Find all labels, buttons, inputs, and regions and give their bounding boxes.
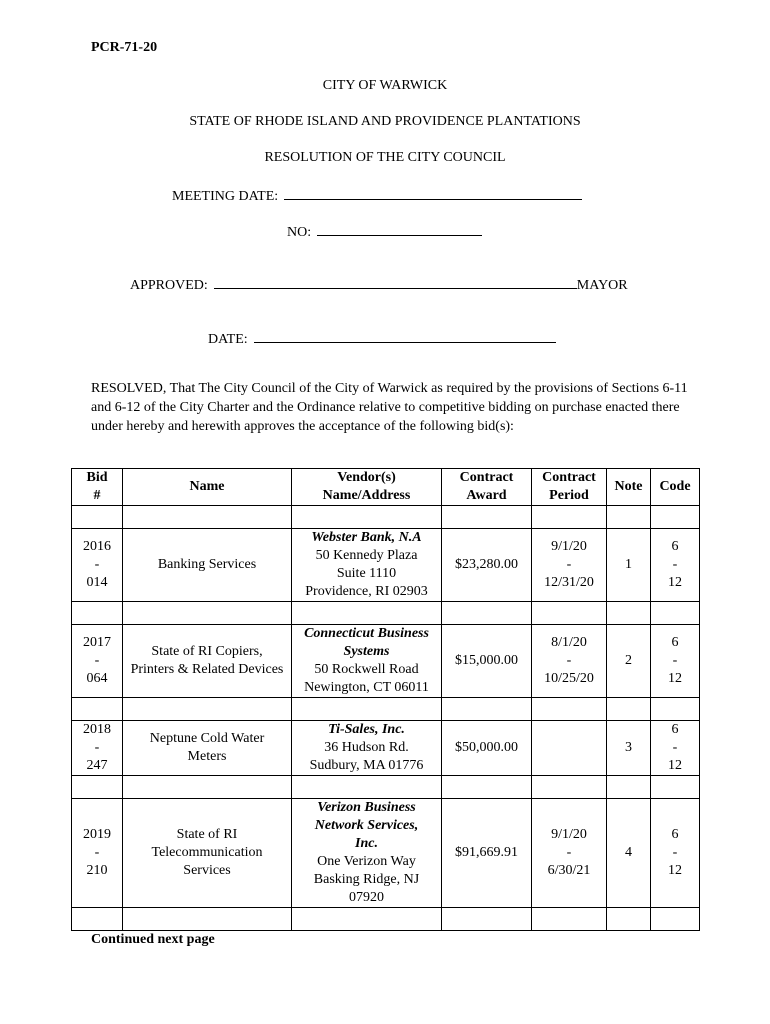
- header-award: Contract Award: [442, 469, 532, 506]
- table-spacer-row: [72, 698, 700, 721]
- empty-cell: [123, 506, 292, 529]
- item-name-cell: [123, 799, 292, 908]
- cell-line: 50 Rockwell Road: [314, 662, 419, 677]
- empty-cell: [292, 908, 442, 931]
- cell-line: Verizon Business: [317, 800, 416, 815]
- cell-line: State of RI Copiers,: [151, 644, 263, 659]
- code-cell: [651, 529, 700, 602]
- empty-cell: [123, 602, 292, 625]
- mayor-label: MAYOR: [576, 278, 628, 293]
- bid-number-cell: [72, 799, 123, 908]
- empty-cell: [123, 698, 292, 721]
- cell-line: Basking Ridge, NJ: [313, 872, 420, 887]
- empty-cell: [442, 506, 532, 529]
- table-spacer-row: [72, 908, 700, 931]
- cell-line: Sudbury, MA 01776: [309, 758, 424, 773]
- empty-cell: [292, 506, 442, 529]
- vendor-cell: [292, 529, 442, 602]
- cell-line: -: [672, 557, 678, 572]
- table-row: [72, 529, 700, 602]
- cell-line: 12/31/20: [544, 575, 594, 590]
- city-title: CITY OF WARWICK: [322, 78, 448, 93]
- cell-line: 12: [668, 863, 682, 878]
- cell-line: Newington, CT 06011: [304, 680, 429, 695]
- cell-line: 8/1/20: [551, 635, 587, 650]
- code-cell: [651, 799, 700, 908]
- cell-line: Banking Services: [157, 557, 257, 572]
- empty-cell: [442, 908, 532, 931]
- vendor-cell: [292, 625, 442, 698]
- cell-line: 2019: [83, 827, 111, 842]
- cell-line: Webster Bank, N.A: [311, 530, 422, 545]
- empty-cell: [72, 602, 123, 625]
- empty-cell: [292, 776, 442, 799]
- code-cell: [651, 625, 700, 698]
- cell-line: Printers & Related Devices: [130, 662, 284, 677]
- cell-line: 36 Hudson Rd.: [324, 740, 409, 755]
- header-name: Name: [123, 469, 292, 506]
- cell-line: 210: [86, 863, 108, 878]
- empty-cell: [607, 602, 651, 625]
- empty-cell: [123, 908, 292, 931]
- number-field: [317, 221, 482, 236]
- cell-line: State of RI: [176, 827, 238, 842]
- cell-line: Ti-Sales, Inc.: [328, 722, 405, 737]
- bids-table: [71, 468, 700, 931]
- approved-signature-field: [214, 274, 577, 289]
- empty-cell: [72, 506, 123, 529]
- bid-number-cell: [72, 721, 123, 776]
- cell-line: 6: [671, 722, 679, 737]
- meeting-date-field: [284, 185, 582, 200]
- meeting-date-label: MEETING DATE:: [172, 189, 279, 204]
- resolution-title: RESOLUTION OF THE CITY COUNCIL: [264, 150, 506, 165]
- resolved-paragraph: RESOLVED, That The City Council of the City of Warwick as required by the provisions of Sections 6-11 and 6-12 of the City Charter and the Ordinance relative to competitive bidding on purchase enacted there under hereby and herewith approves the acceptance of the following bid(s):: [91, 381, 688, 434]
- cell-line: 12: [668, 671, 682, 686]
- cell-line: 6/30/21: [547, 863, 591, 878]
- empty-cell: [72, 908, 123, 931]
- cell-line: 6: [671, 539, 679, 554]
- cell-line: Systems: [343, 644, 390, 659]
- header-vendor: Vendor(s) Name/Address: [292, 469, 442, 506]
- cell-line: 9/1/20: [551, 539, 587, 554]
- meeting-date-row: [172, 185, 582, 205]
- empty-cell: [532, 698, 607, 721]
- cell-line: 2018: [83, 722, 111, 737]
- empty-cell: [123, 776, 292, 799]
- note-cell: 3: [607, 721, 651, 776]
- vendor-cell: [292, 721, 442, 776]
- cell-line: -: [94, 740, 100, 755]
- empty-cell: [607, 506, 651, 529]
- empty-cell: [532, 908, 607, 931]
- date-field: [254, 328, 556, 343]
- cell-line: Network Services,: [314, 818, 419, 833]
- empty-cell: [651, 602, 700, 625]
- cell-line: Services: [183, 863, 231, 878]
- table-row: [72, 625, 700, 698]
- empty-cell: [607, 776, 651, 799]
- cell-line: -: [94, 845, 100, 860]
- item-name-cell: [123, 529, 292, 602]
- state-title: STATE OF RHODE ISLAND AND PROVIDENCE PLANTATIONS: [189, 114, 581, 129]
- cell-line: Suite 1110: [336, 566, 397, 581]
- cell-line: 12: [668, 575, 682, 590]
- contract-award-cell: $50,000.00: [442, 721, 532, 776]
- contract-award-cell: $23,280.00: [442, 529, 532, 602]
- table-spacer-row: [72, 602, 700, 625]
- table-spacer-row: [72, 776, 700, 799]
- empty-cell: [607, 908, 651, 931]
- note-cell: 2: [607, 625, 651, 698]
- empty-cell: [292, 602, 442, 625]
- empty-cell: [72, 776, 123, 799]
- document-id: PCR-71-20: [91, 40, 158, 55]
- code-cell: [651, 721, 700, 776]
- item-name-cell: [123, 625, 292, 698]
- empty-cell: [442, 698, 532, 721]
- date-row: [208, 328, 556, 348]
- approved-row: [130, 274, 628, 294]
- bid-number-cell: [72, 625, 123, 698]
- cell-line: 014: [86, 575, 108, 590]
- empty-cell: [292, 698, 442, 721]
- cell-line: 6: [671, 635, 679, 650]
- table-row: [72, 721, 700, 776]
- bid-number-cell: [72, 529, 123, 602]
- table-spacer-row: [72, 506, 700, 529]
- item-name-cell: [123, 721, 292, 776]
- cell-line: -: [672, 653, 678, 668]
- date-label: DATE:: [208, 332, 248, 347]
- header-note: Note: [607, 469, 651, 506]
- cell-line: 2016: [83, 539, 111, 554]
- cell-line: -: [672, 845, 678, 860]
- cell-line: 6: [671, 827, 679, 842]
- cell-line: -: [94, 557, 100, 572]
- empty-cell: [651, 908, 700, 931]
- header-period: Contract Period: [532, 469, 607, 506]
- cell-line: 50 Kennedy Plaza: [315, 548, 418, 563]
- number-row: [287, 221, 482, 241]
- contract-period-cell: [532, 799, 607, 908]
- cell-line: 064: [86, 671, 108, 686]
- empty-cell: [72, 698, 123, 721]
- vendor-cell: [292, 799, 442, 908]
- table-row: [72, 799, 700, 908]
- note-cell: 4: [607, 799, 651, 908]
- cell-line: -: [566, 653, 572, 668]
- cell-line: One Verizon Way: [317, 854, 416, 869]
- empty-cell: [651, 698, 700, 721]
- cell-line: Providence, RI 02903: [305, 584, 428, 599]
- header-bid: Bid #: [72, 469, 123, 506]
- cell-line: Neptune Cold Water: [149, 731, 265, 746]
- cell-line: 247: [86, 758, 108, 773]
- header-code: Code: [651, 469, 700, 506]
- empty-cell: [442, 776, 532, 799]
- contract-period-cell: [532, 625, 607, 698]
- cell-line: 07920: [349, 890, 384, 905]
- empty-cell: [532, 506, 607, 529]
- cell-line: -: [566, 845, 572, 860]
- cell-line: 9/1/20: [551, 827, 587, 842]
- empty-cell: [651, 776, 700, 799]
- contract-award-cell: $91,669.91: [442, 799, 532, 908]
- cell-line: Meters: [187, 749, 227, 764]
- empty-cell: [532, 776, 607, 799]
- empty-cell: [442, 602, 532, 625]
- approved-label: APPROVED:: [130, 278, 208, 293]
- contract-period-cell: [532, 529, 607, 602]
- cell-line: Inc.: [355, 836, 378, 851]
- cell-line: Connecticut Business: [304, 626, 429, 641]
- contract-award-cell: $15,000.00: [442, 625, 532, 698]
- cell-line: -: [94, 653, 100, 668]
- empty-cell: [532, 602, 607, 625]
- table-header-row: [72, 469, 700, 506]
- cell-line: -: [672, 740, 678, 755]
- cell-line: 10/25/20: [544, 671, 594, 686]
- contract-period-cell: [532, 721, 607, 776]
- empty-cell: [607, 698, 651, 721]
- note-cell: 1: [607, 529, 651, 602]
- cell-line: -: [566, 557, 572, 572]
- cell-line: 12: [668, 758, 682, 773]
- cell-line: 2017: [83, 635, 111, 650]
- empty-cell: [651, 506, 700, 529]
- number-label: NO:: [287, 225, 312, 240]
- continued-note: Continued next page: [91, 932, 215, 947]
- cell-line: Telecommunication: [151, 845, 263, 860]
